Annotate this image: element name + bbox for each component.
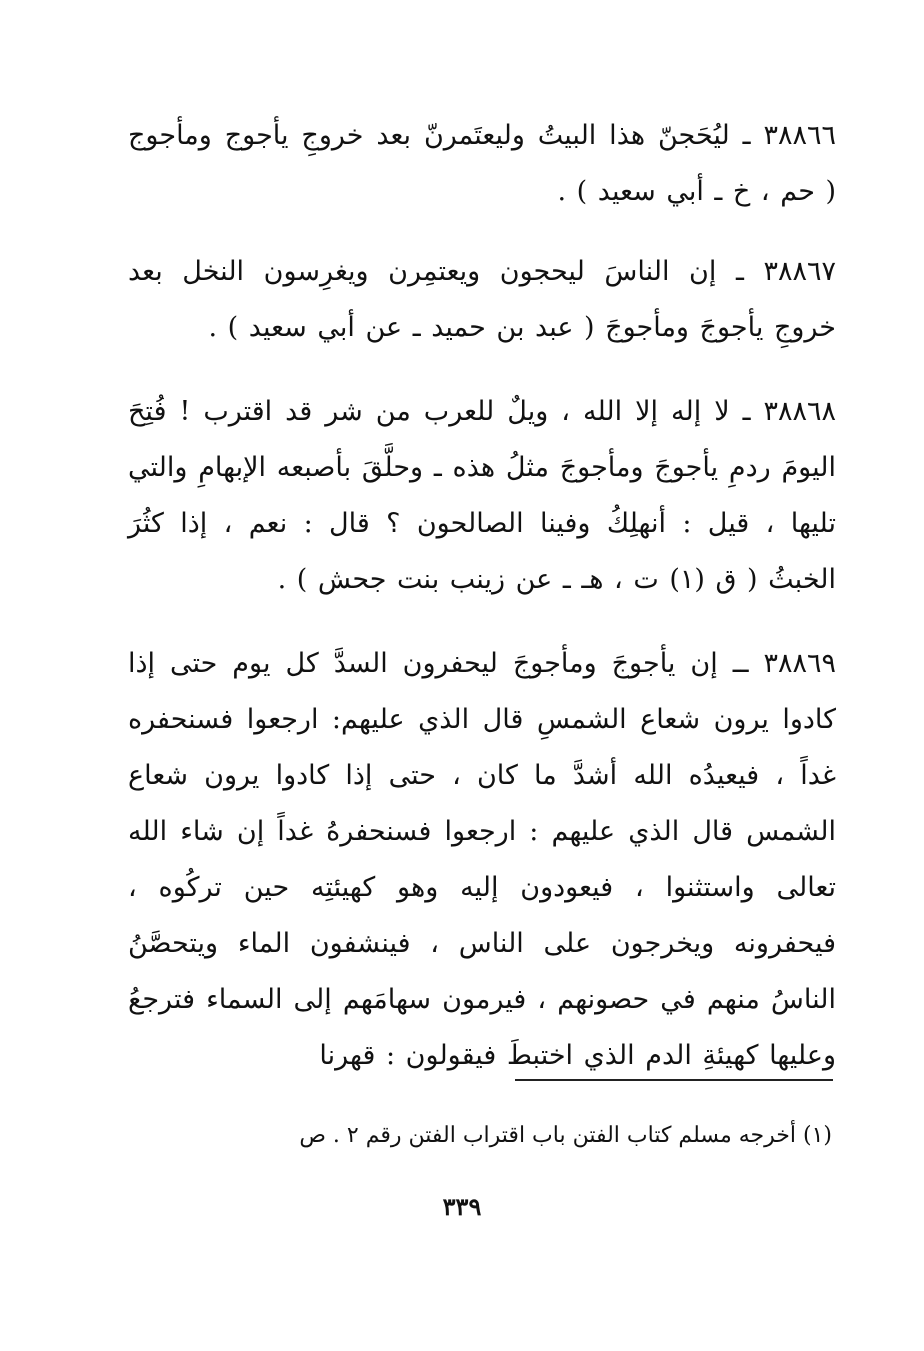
- footnote: (١) أخرجه مسلم كتاب الفتن باب اقتراب الفتن رقم ٢ . ص: [299, 1123, 832, 1148]
- footnote-divider: [515, 1079, 833, 1081]
- hadith-text: ٣٨٨٦٦ ـ ليُحَجنّ هذا البيتُ وليعتَمرنّ بعد خروجِ يأجوج ومأجوج ( حم ، خ ـ أبي سعيد ) .: [128, 120, 836, 207]
- hadith-text: ٣٨٨٦٧ ـ إن الناسَ ليحجون ويعتمِرن ويغرِسون النخل بعد خروجِ يأجوجَ ومأجوجَ ( عبد بن حميد ـ عن أبي سعيد ) .: [128, 256, 836, 343]
- hadith-text: ٣٨٨٦٨ ـ لا إله إلا الله ، ويلٌ للعرب من شر قد اقترب ! فُتِحَ اليومَ ردمِ يأجوجَ ومأجوجَ مثلُ هذه ـ وحلَّقَ بأصبعه الإبهامِ والتي تليها ، قيل : أنهلِكُ وفينا الصالحون ؟ قال : نعم ، إذا كثُرَ الخبثُ ( ق (١) ت ، هـ ـ عن زينب بنت جحش ) .: [128, 396, 837, 595]
- page-number: ٣٣٩: [442, 1192, 482, 1221]
- hadith-paragraph-38869: [128, 636, 836, 1084]
- hadith-paragraph-38868: [128, 384, 836, 608]
- hadith-paragraph-38867: [128, 244, 836, 356]
- hadith-text: ٣٨٨٦٩ ــ إن يأجوجَ ومأجوجَ ليحفرون السدَّ كل يوم حتى إذا كادوا يرون شعاع الشمسِ قال الذي عليهم: ارجعوا فسنحفره غداً ، فيعيدُه الله أشدَّ ما كان ، حتى إذا كادوا يرون شعاع الشمس قال الذي عليهم : ارجعوا فسنحفرهُ غداً إن شاء الله تعالى واستثنوا ، فيعودون إليه وهو كهيئتِه حين تركُوه ، فيحفرونه ويخرجون على الناس ، فينشفون الماء ويتحصَّنُ الناسُ منهم في حصونهم ، فيرمون سهامَهم إلى السماء فترجعُ وعليها كهيئةِ الدم الذي اختبطَ فيقولون : قهرنا: [128, 648, 836, 1071]
- hadith-paragraph-38866: [128, 108, 836, 220]
